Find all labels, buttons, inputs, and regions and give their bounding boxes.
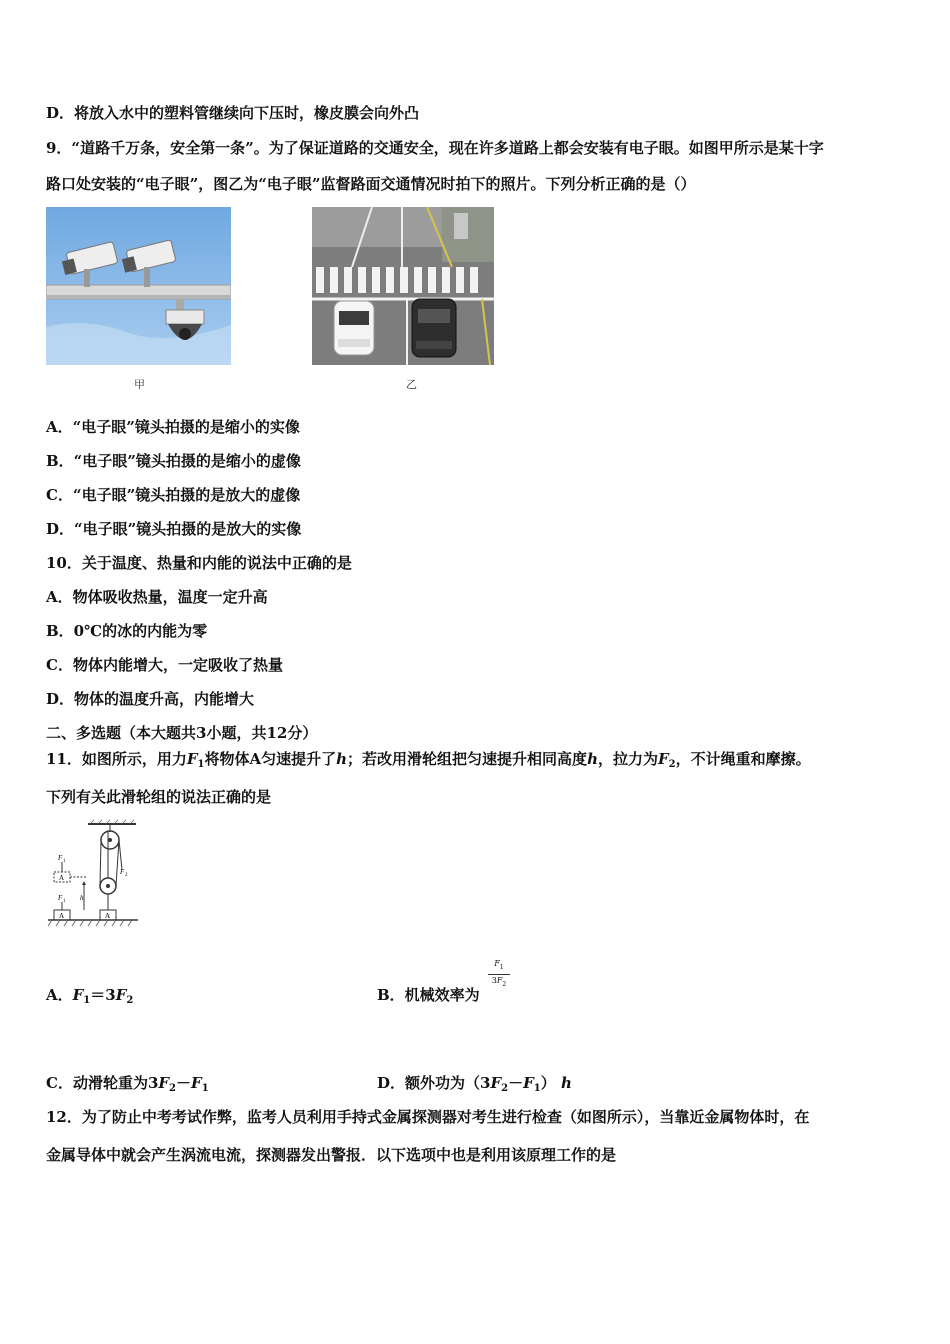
photo-traffic-cameras <box>46 207 231 365</box>
fraction-numerator: $F_1$ <box>494 959 504 971</box>
q10-stem: 10．关于温度、热量和内能的说法中正确的是 <box>46 554 352 572</box>
q12-stem-line1: 12．为了防止中考考试作弊，监考人员利用手持式金属探测器对考生进行检查（如图所示），当靠近金属物体时，在 <box>46 1108 810 1126</box>
q10-option-b: B．0℃的冰的内能为零 <box>46 622 208 640</box>
svg-text:F: F <box>120 868 125 876</box>
photo-road-cars <box>312 207 494 365</box>
q9-stem-line2: 路口处安装的“电子眼”，图乙为“电子眼”监督路面交通情况时拍下的照片。下列分析正确的是（） <box>46 175 696 193</box>
pulley-diagram <box>46 818 146 930</box>
svg-text:F: F <box>58 894 63 902</box>
svg-text:A: A <box>105 912 111 920</box>
q9-stem-line1: 9．“道路千万条，安全第一条”。为了保证道路的交通安全，现在许多道路上都会安装有电子眼。如图甲所示是某十字 <box>46 139 824 157</box>
section-heading-multi-choice: 二、多选题（本大题共3小题，共12分） <box>46 724 318 742</box>
q11-option-d: D．额外功为$(3F_2-F_1)$ h <box>377 1074 572 1094</box>
q12-stem-line2: 金属导体中就会产生涡流电流，探测器发出警报．以下选项中也是利用该原理工作的是 <box>46 1146 617 1164</box>
q11-option-c: C．动滑轮重为$3F_2-F_1$ <box>46 1074 209 1094</box>
q11-option-b: B．机械效率为 <box>377 986 480 1004</box>
svg-text:F: F <box>58 854 63 862</box>
svg-text:h: h <box>80 894 84 902</box>
svg-text:1: 1 <box>63 859 66 864</box>
q11-option-b-fraction <box>488 959 510 990</box>
q9-option-d: D．“电子眼”镜头拍摄的是放大的实像 <box>46 520 302 538</box>
q10-option-c: C．物体内能增大，一定吸收了热量 <box>46 656 283 674</box>
q11-stem-line1: 11．如图所示，用力$F_1$将物体A匀速提升了h；若改用滑轮组把匀速提升相同高度h，拉力为$F_2$，不计绳重和摩擦。 <box>46 750 811 770</box>
q10-option-a: A．物体吸收热量，温度一定升高 <box>46 588 268 606</box>
caption-jia: 甲 <box>134 378 145 391</box>
q9-option-b: B．“电子眼”镜头拍摄的是缩小的虚像 <box>46 452 301 470</box>
q9-option-a: A．“电子眼”镜头拍摄的是缩小的实像 <box>46 418 300 436</box>
q11-stem-line2: 下列有关此滑轮组的说法正确的是 <box>46 788 272 806</box>
svg-text:A: A <box>59 874 65 882</box>
caption-yi: 乙 <box>406 378 417 391</box>
q11-option-a: A．$F_1=3F_2$ <box>46 986 134 1006</box>
q9-option-c: C．“电子眼”镜头拍摄的是放大的虚像 <box>46 486 301 504</box>
fraction-bar <box>488 974 510 975</box>
svg-text:1: 1 <box>63 899 66 904</box>
fraction-denominator: $3F_2$ <box>491 976 507 988</box>
svg-text:2: 2 <box>125 873 128 878</box>
q8-option-d: D．将放入水中的塑料管继续向下压时，橡皮膜会向外凸 <box>46 104 420 122</box>
svg-text:A: A <box>59 912 65 920</box>
q10-option-d: D．物体的温度升高，内能增大 <box>46 690 255 708</box>
